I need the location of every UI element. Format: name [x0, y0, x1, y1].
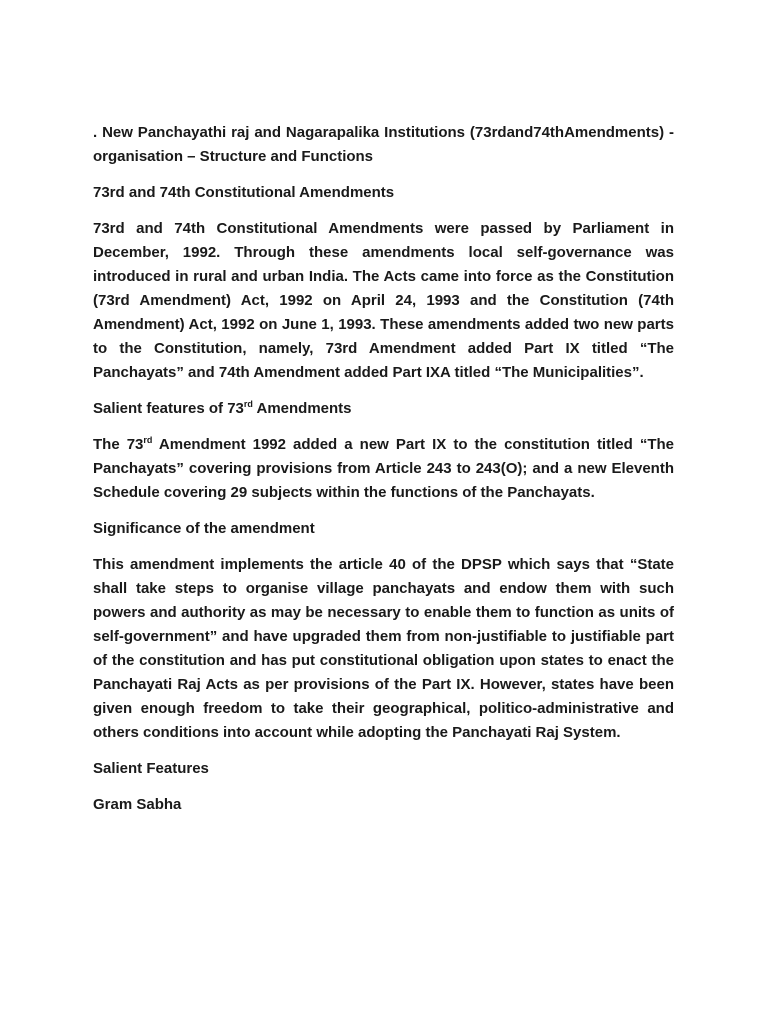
section-heading-gram-sabha: Gram Sabha: [93, 796, 182, 813]
section-heading-significance: Significance of the amendment: [93, 520, 315, 537]
body-text-start: The 73: [93, 436, 144, 453]
body-text-end: Amendment 1992 added a new Part IX to the constitution titled “The Panchayats” covering provisions from Article 243 to 243(O); and a new Eleventh Schedule covering 29 subjects within the functions of the Panchayats.: [93, 436, 674, 501]
section-body-significance: This amendment implements the article 40 of the DPSP which says that “State shall take steps to organise village panchayats and endow them with such powers and authority as may be necessary to enable them to function as units of self-government” and have upgraded them from non-justifiable to justifiable part of the constitution and has put constitutional obligation upon states to enact the Panchayati Raj Acts as per provisions of the Part IX. However, states have been given enough freedom to take their geographical, politico-administrative and others conditions into account while adopting the Panchayati Raj System.: [93, 556, 674, 741]
heading-text-start: Salient features of 73: [93, 400, 244, 417]
section-heading-salient-features-73rd: [93, 397, 674, 421]
heading-superscript: rd: [243, 399, 253, 409]
section-heading-amendments: 73rd and 74th Constitutional Amendments: [93, 184, 395, 201]
section-body-amendments: 73rd and 74th Constitutional Amendments were passed by Parliament in December, 1992. Through these amendments local self-governance was introduced in rural and urban India. The Acts came into force as the Constitution (73rd Amendment) Act, 1992 on April 24, 1993 and the Constitution (74th Amendment) Act, 1992 on June 1, 1993. These amendments added two new parts to the Constitution, namely, 73rd Amendment added Part IX titled “The Panchayats” and 74th Amendment added Part IXA titled “The Municipalities”.: [93, 220, 674, 381]
body-superscript: rd: [143, 435, 153, 445]
section-body-salient-features-73rd: [93, 433, 674, 505]
section-heading-salient-features: Salient Features: [93, 760, 209, 777]
heading-text-end: Amendments: [252, 400, 352, 417]
document-page: [93, 121, 674, 829]
document-title: . New Panchayathi raj and Nagarapalika Institutions (73rdand74thAmendments) -organisation – Structure and Functions: [93, 124, 674, 165]
